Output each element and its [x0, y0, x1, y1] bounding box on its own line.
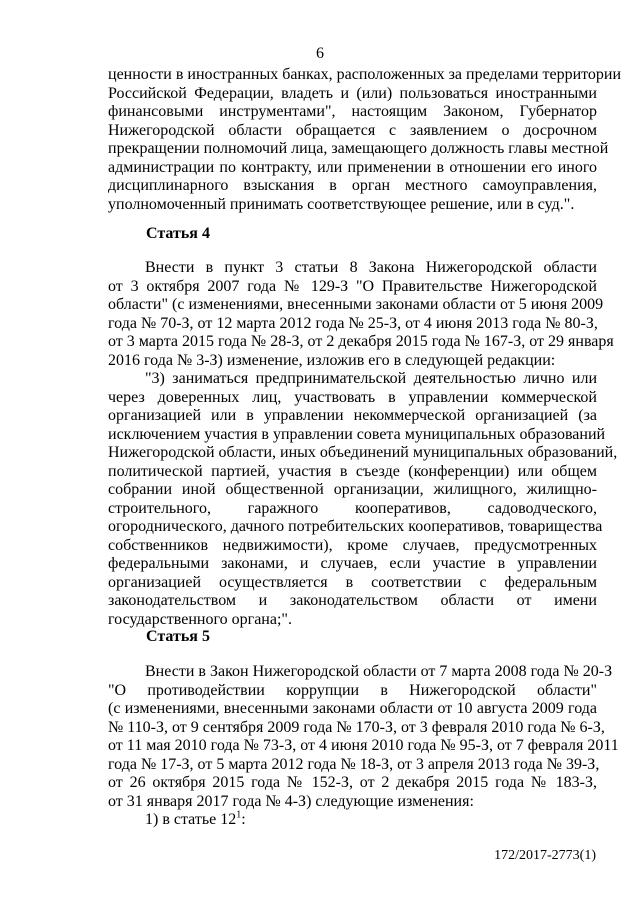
text-line: ценности в иностранных банках, расположенных за пределами территории — [108, 66, 622, 83]
article-5-paragraph-1 — [108, 663, 619, 830]
intro-paragraph — [108, 66, 622, 214]
text-line: Внести в Закон Нижегородской области от 7 марта 2008 года № 20-З — [145, 663, 613, 680]
text-line: Нижегородской области, иных объединений муниципальных образований, — [108, 444, 618, 461]
document-code: 172/2017-2773(1) — [494, 848, 596, 863]
text-line: Российской Федерации, владеть и (или) пользоваться иностранными — [108, 84, 597, 102]
article-5-heading: Статья 5 — [146, 628, 210, 645]
text-line: от 3 марта 2015 года № 28-З, от 2 декабря 2015 года № 167-З, от 29 января — [108, 333, 614, 350]
article-4-paragraph-1 — [108, 259, 614, 370]
text-line: прекращении полномочий лица, замещающего должность главы местной — [108, 140, 609, 157]
text-line: огороднического, дачного потребительских кооперативов, товарищества — [108, 518, 603, 535]
text-line: от 3 октября 2007 года № 129-З "О Правительстве Нижегородской — [108, 277, 597, 295]
text-line: Внести в пункт 3 статьи 8 Закона Нижегородской области — [145, 259, 597, 276]
text-line: "3) заниматься предпринимательской деятельностью лично или — [145, 370, 597, 387]
text-line: года № 70-З, от 12 марта 2012 года № 25-З, от 4 июня 2013 года № 80-З, — [108, 314, 598, 332]
text-line: собственников недвижимости), кроме случаев, предусмотренных — [108, 536, 597, 554]
text-line: (с изменениями, внесенными законами области от 10 августа 2009 года — [108, 700, 597, 717]
text-line: от 31 января 2017 года № 4-З) следующие изменения: — [108, 792, 474, 810]
text-line: от 26 октября 2015 года № 152-З, от 2 декабря 2015 года № 183-З, — [108, 774, 597, 791]
list-item-tail: : — [241, 811, 246, 828]
text-line: собрании иной общественной организации, жилищного, жилищно- — [108, 481, 597, 498]
text-line: федеральными законами, и случаев, если участие в управлении — [108, 555, 597, 572]
text-line: Нижегородской области обращается с заявлением о досрочном — [108, 121, 597, 139]
text-line: года № 17-З, от 5 марта 2012 года № 18-З, от 3 апреля 2013 года № 39-З, — [108, 755, 600, 773]
text-line: уполномоченный принимать соответствующее решение, или в суд.". — [108, 195, 575, 213]
text-line: организацией или в управлении некоммерческой организацией (за — [108, 407, 597, 424]
article-4-paragraph-2 — [108, 370, 618, 629]
article-4-heading: Статья 4 — [146, 225, 210, 242]
text-line: политической партией, участия в съезде (конференции) или общем — [108, 462, 597, 480]
text-line: от 11 мая 2010 года № 73-З, от 4 июня 2010 года № 95-З, от 7 февраля 2011 — [108, 737, 619, 754]
superscript: 1 — [236, 809, 242, 821]
text-line: администрации по контракту, или применении в отношении его иного — [108, 158, 597, 176]
text-line: через доверенных лиц, участвовать в управлении коммерческой — [108, 388, 597, 406]
text-line: государственного органа;". — [108, 610, 292, 628]
list-item-1 — [108, 811, 597, 830]
text-line: дисциплинарного взыскания в орган местного самоуправления, — [108, 177, 597, 194]
text-line: финансовыми инструментами", настоящим Законом, Губернатор — [108, 103, 597, 120]
text-line: организацией осуществляется в соответствии с федеральным — [108, 573, 597, 591]
text-line: 2016 года № 3-З) изменение, изложив его в следующей редакции: — [108, 351, 556, 369]
text-line: "О противодействии коррупции в Нижегородской области" — [108, 681, 597, 699]
list-item-text: 1) в статье 12 — [145, 811, 237, 828]
text-line: области" (с изменениями, внесенными законами области от 5 июня 2009 — [108, 296, 604, 313]
page-number: 6 — [316, 45, 324, 62]
text-line: исключением участия в управлении совета муниципальных образований — [108, 425, 606, 443]
text-line: строительного, гаражного кооперативов, садоводческого, — [108, 499, 597, 517]
text-line: № 110-З, от 9 сентября 2009 года № 170-З, от 3 февраля 2010 года № 6-З, — [108, 718, 605, 736]
text-line: законодательством и законодательством области от имени — [108, 592, 597, 609]
